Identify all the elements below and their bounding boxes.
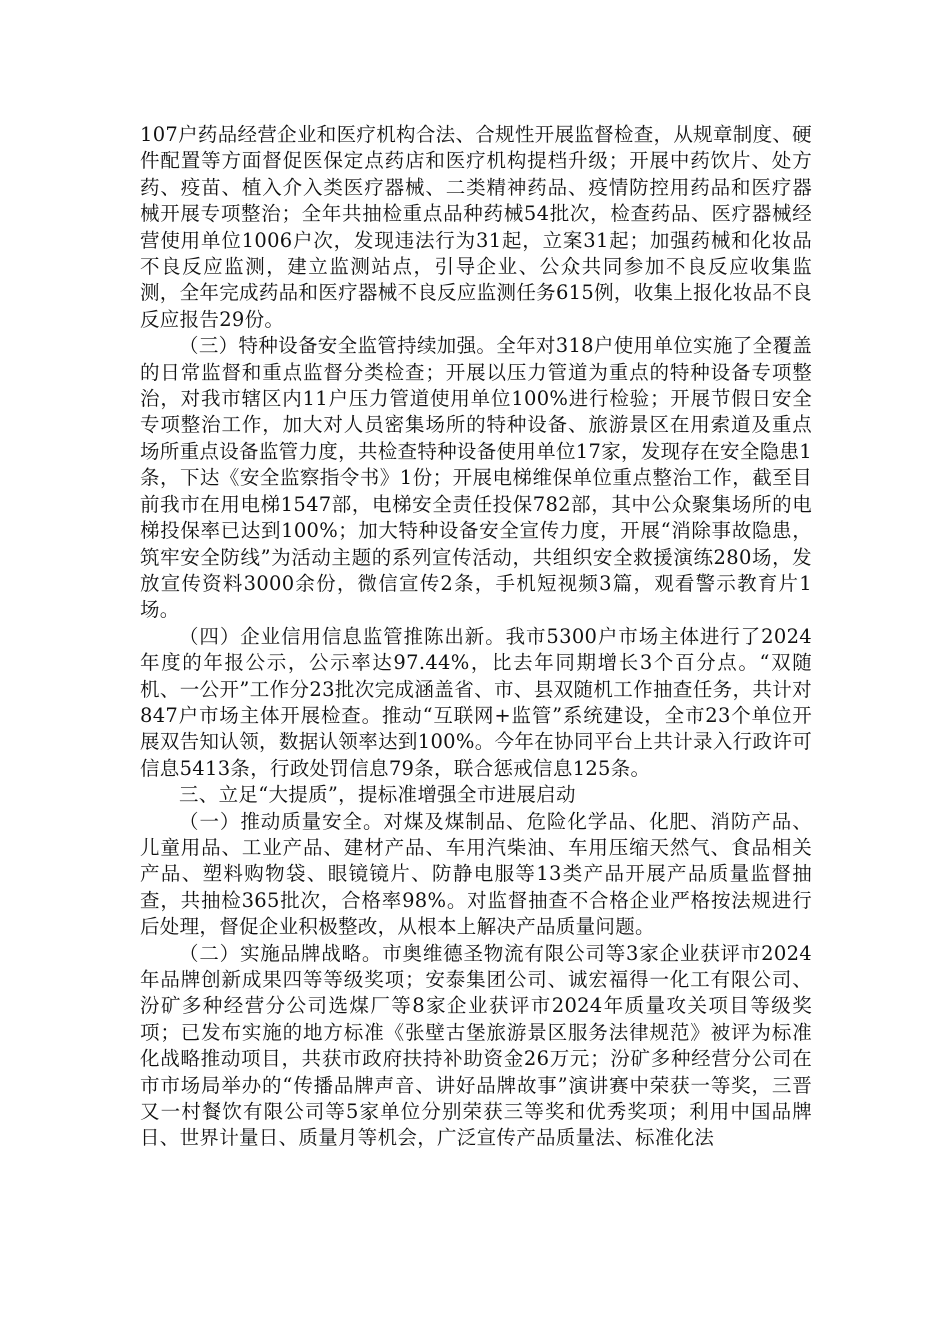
document-body bbox=[140, 122, 812, 1152]
paragraph-special-equipment: （三）特种设备安全监管持续加强。全年对318户使用单位实施了全覆盖的日常监督和重点监督分类检查；开展以压力管道为重点的特种设备专项整治，对我市辖区内11户压力管道使用单位100%进行检验；开展节假日安全专项整治工作，加大对人员密集场所的特种设备、旅游景区在用索道及重点场所重点设备监管力度，共检查特种设备使用单位17家，发现存在安全隐患1条，下达《安全监察指令书》1份；开展电梯维保单位重点整治工作，截至目前我市在用电梯1547部，电梯安全责任投保782部，其中公众聚集场所的电梯投保率已达到100%；加大特种设备安全宣传力度，开展“消除事故隐患，筑牢安全防线”为活动主题的系列宣传活动，共组织安全救援演练280场，发放宣传资料3000余份，微信宣传2条，手机短视频3篇，观看警示教育片1场。 bbox=[140, 334, 812, 622]
section-heading-quality: 三、立足“大提质”，提标准增强全市进展启动 bbox=[179, 783, 576, 807]
paragraph-quality-safety: （一）推动质量安全。对煤及煤制品、危险化学品、化肥、消防产品、儿童用品、工业产品、建材产品、车用汽柴油、车用压缩天然气、食品相关产品、塑料购物袋、眼镜镜片、防静电服等13类产品开展产品质量监督抽查，共抽检365批次，合格率98%。对监督抽查不合格企业严格按法规进行后处理，督促企业积极整改，从根本上解决产品质量问题。 bbox=[140, 809, 812, 939]
paragraph-drug-inspection: 107户药品经营企业和医疗机构合法、合规性开展监督检查，从规章制度、硬件配置等方面督促医保定点药店和医疗机构提档升级；开展中药饮片、处方药、疫苗、植入介入类医疗器械、二类精神药品、疫情防控用药品和医疗器械开展专项整治；全年共抽检重点品种药械54批次，检查药品、医疗器械经营使用单位1006户次，发现违法行为31起，立案31起；加强药械和化妆品不良反应监测，建立监测站点，引导企业、公众共同参加不良反应收集监测，全年完成药品和医疗器械不良反应监测任务615例，收集上报化妆品不良反应报告29份。 bbox=[140, 123, 812, 331]
paragraph-credit-info: （四）企业信用信息监管推陈出新。我市5300户市场主体进行了2024年度的年报公示，公示率达97.44%，比去年同期增长3个百分点。“双随机、一公开”工作分23批次完成涵盖省、市、县双随机工作抽查任务，共计对847户市场主体开展检查。推动“互联网+监管”系统建设，全市23个单位开展双告知认领，数据认领率达到100%。今年在协同平台上共计录入行政许可信息5413条，行政处罚信息79条，联合惩戒信息125条。 bbox=[140, 624, 812, 780]
paragraph-brand-strategy: （二）实施品牌战略。市奥维德圣物流有限公司等3家企业获评市2024年品牌创新成果四等等级奖项；安泰集团公司、诚宏福得一化工有限公司、汾矿多种经营分公司选煤厂等8家企业获评市2024年质量攻关项目等级奖项；已发布实施的地方标准《张壁古堡旅游景区服务法律规范》被评为标准化战略推动项目，共获市政府扶持补助资金26万元；汾矿多种经营分公司在市市场局举办的“传播品牌声音、讲好品牌故事”演讲赛中荣获一等奖，三晋又一村餐饮有限公司等5家单位分别荣获三等奖和优秀奖项；利用中国品牌日、世界计量日、质量月等机会，广泛宣传产品质量法、标准化法 bbox=[140, 941, 812, 1150]
